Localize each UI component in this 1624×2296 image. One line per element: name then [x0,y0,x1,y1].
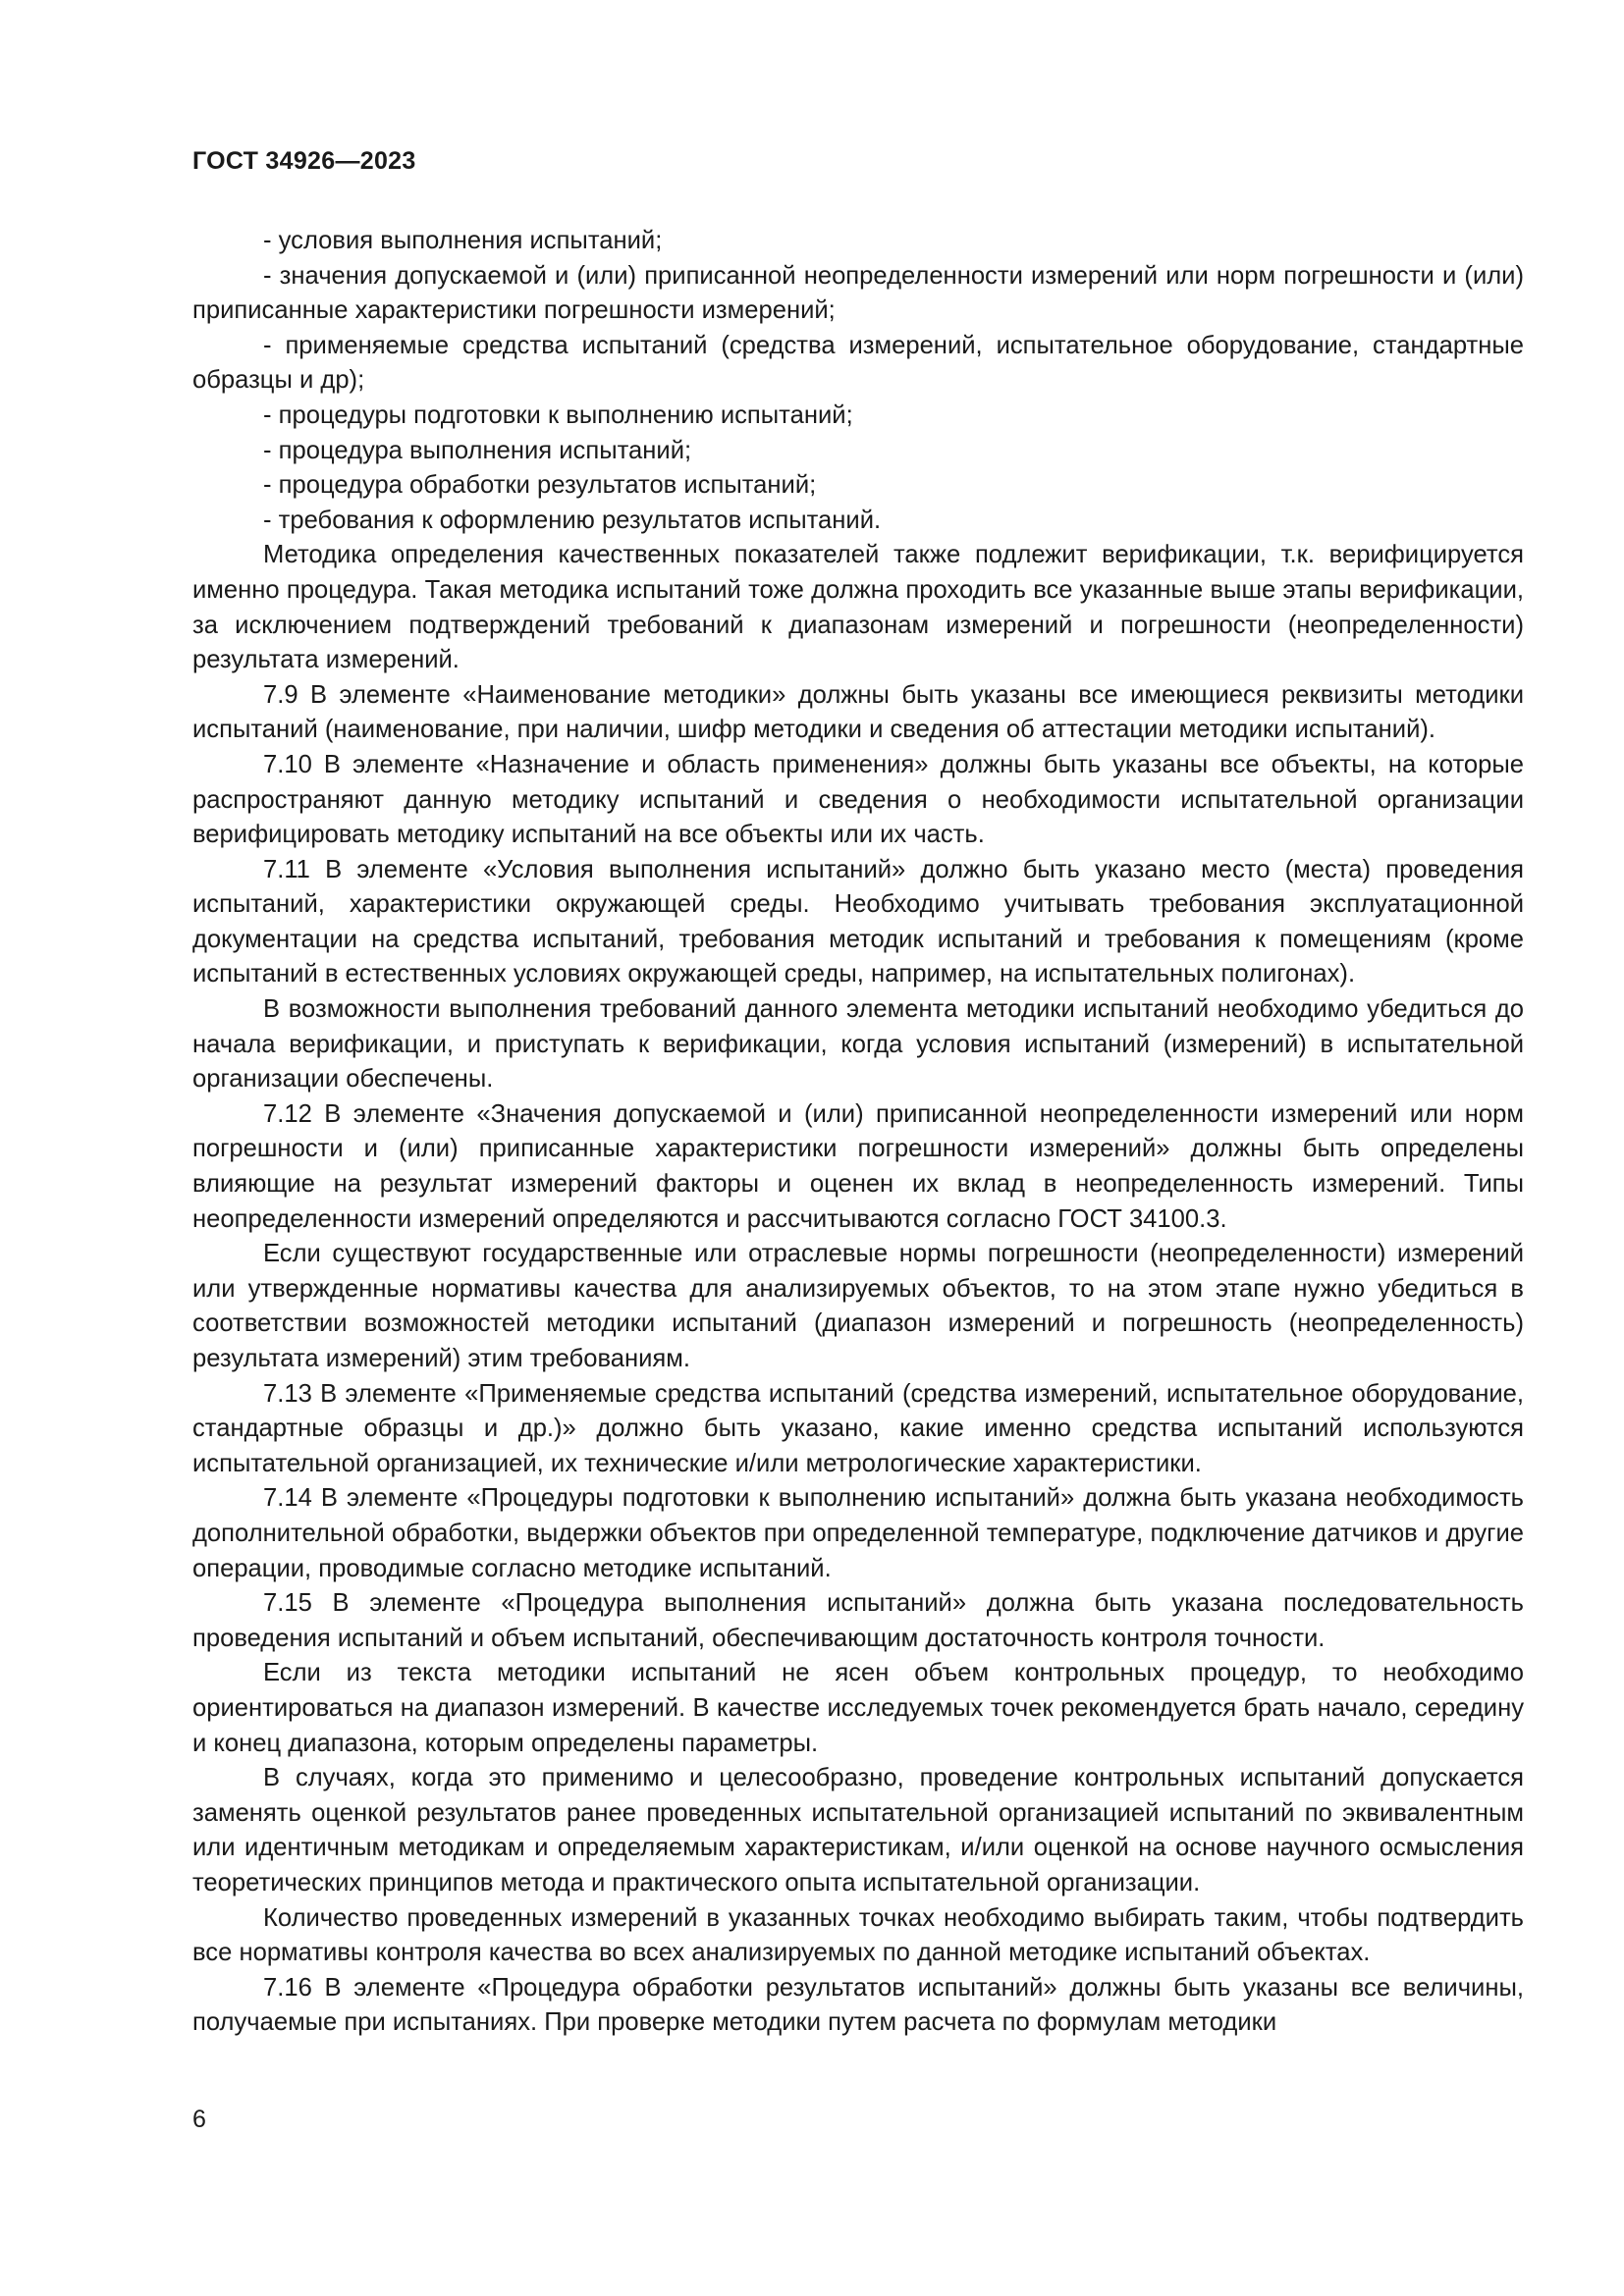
paragraph: - применяемые средства испытаний (средства измерений, испытательное оборудование, стандартные образцы и др); [192,331,1524,395]
paragraph: - условия выполнения испытаний; [263,227,663,254]
paragraph: Методика определения качественных показателей также подлежит верификации, т.к. верифицируется именно процедура. Такая методика испытаний тоже должна проходить все указанные выше этапы верификации, за исключением подтверждений требований к диапазонам измерений и погрешности (неопределенности) результата измерений. [192,541,1524,674]
paragraph: 7.11 В элементе «Условия выполнения испытаний» должно быть указано место (места) проведения испытаний, характеристики окружающей среды. Необходимо учитывать требования эксплуатационной документации на средства испытаний, требования методик испытаний и требования к помещениям (кроме испытаний в естественных условиях окружающей среды, например, на испытательных полигонах). [192,855,1524,988]
paragraph: 7.16 В элементе «Процедура обработки результатов испытаний» должны быть указаны все величины, получаемые при испытаниях. При проверке методики путем расчета по формулам методики [192,1973,1524,2037]
paragraph: - значения допускаемой и (или) приписанной неопределенности измерений или норм погрешности и (или) приписанные характеристики погрешности измерений; [192,261,1524,325]
paragraph: 7.10 В элементе «Назначение и область применения» должны быть указаны все объекты, на которые распространяют данную методику испытаний и сведения о необходимости испытательной организации верифицировать методику испытаний на все объекты или их часть. [192,750,1524,849]
paragraph: - требования к оформлению результатов испытаний. [263,506,882,534]
document-body [192,224,1524,2041]
paragraph: - процедура обработки результатов испытаний; [263,471,817,500]
paragraph: В возможности выполнения требований данного элемента методики испытаний необходимо убедиться до начала верификации, и приступать к верификации, когда условия испытаний (измерений) в испытательной организации обеспечены. [192,995,1524,1094]
paragraph: Количество проведенных измерений в указанных точках необходимо выбирать таким, чтобы подтвердить все нормативы контроля качества во всех анализируемых по данной методике испытаний объектах. [192,1903,1524,1967]
paragraph: - процедура выполнения испытаний; [263,436,692,464]
paragraph: 7.12 В элементе «Значения допускаемой и (или) приписанной неопределенности измерений или норм погрешности и (или) приписанные характеристики погрешности измерений» должны быть определены влияющие на результат измерений факторы и оценен их вклад в неопределенность измерений. Типы неопределенности измерений определяются и рассчитываются согласно ГОСТ 34100.3. [192,1099,1524,1233]
paragraph: 7.13 В элементе «Применяемые средства испытаний (средства измерений, испытательное оборудование, стандартные образцы и др.)» должно быть указано, какие именно средства испытаний используются испытательной организацией, их технические и/или метрологические характеристики. [192,1379,1524,1477]
paragraph: 7.9 В элементе «Наименование методики» должны быть указаны все имеющиеся реквизиты методики испытаний (наименование, при наличии, шифр методики и сведения об аттестации методики испытаний). [192,680,1524,744]
paragraph: 7.15 В элементе «Процедура выполнения испытаний» должна быть указана последовательность проведения испытаний и объем испытаний, обеспечивающим достаточность контроля точности. [192,1589,1524,1652]
paragraph: 7.14 В элементе «Процедуры подготовки к выполнению испытаний» должна быть указана необходимость дополнительной обработки, выдержки объектов при определенной температуре, подключение датчиков и другие операции, проводимые согласно методике испытаний. [192,1484,1524,1582]
page-number: 6 [192,2106,206,2133]
paragraph: Если существуют государственные или отраслевые нормы погрешности (неопределенности) измерений или утвержденные нормативы качества для анализируемых объектов, то на этом этапе нужно убедиться в соответствии возможностей методики испытаний (диапазон измерений и погрешность (неопределенность) результата измерений) этим требованиям. [192,1240,1524,1372]
paragraph: В случаях, когда это применимо и целесообразно, проведение контрольных испытаний допускается заменять оценкой результатов ранее проведенных испытательной организацией испытаний по эквивалентным или идентичным методикам и определяемым характеристикам, и/или оценкой на основе научного осмысления теоретических принципов метода и практического опыта испытательной организации. [192,1764,1524,1896]
paragraph: Если из текста методики испытаний не ясен объем контрольных процедур, то необходимо ориентироваться на диапазон измерений. В качестве исследуемых точек рекомендуется брать начало, середину и конец диапазона, которым определены параметры. [192,1659,1524,1757]
paragraph: - процедуры подготовки к выполнению испытаний; [263,400,853,429]
document-header: ГОСТ 34926—2023 [192,147,416,175]
